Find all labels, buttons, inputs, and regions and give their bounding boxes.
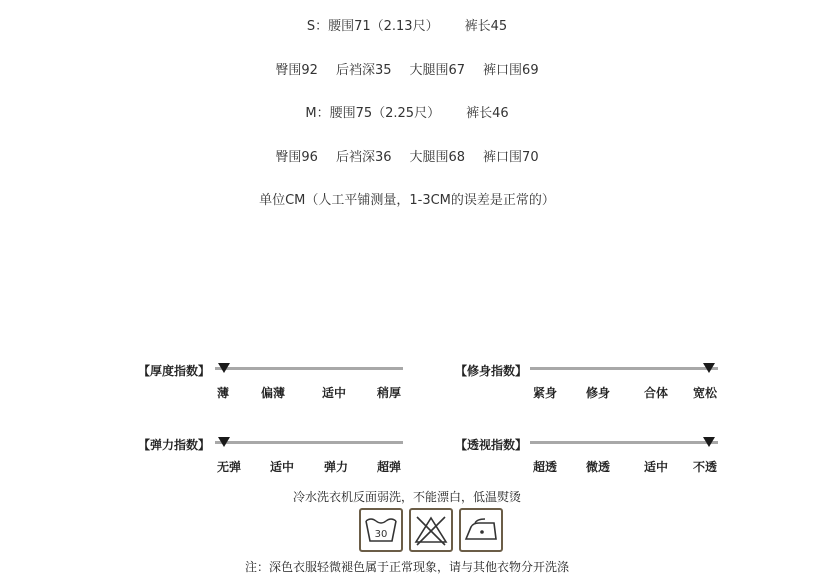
care-note: 注：深色衣服轻微褪色属于正常现象，请与其他衣物分开洗涤 <box>244 560 569 574</box>
size-m-line1 <box>0 102 814 121</box>
fit-option-1: 紧身 <box>532 386 558 400</box>
fit-option-2: 修身 <box>585 386 611 400</box>
transparency-index-label: 【透视指数】 <box>455 438 528 452</box>
transparency-option-2: 微透 <box>585 460 611 474</box>
wash-30-icon <box>359 508 403 552</box>
size-m-rise: 后裆深36 <box>335 150 392 165</box>
size-s-hip: 臀围92 <box>275 63 318 78</box>
care-icons <box>359 508 503 552</box>
transparency-option-4: 不透 <box>692 460 718 474</box>
low-iron-icon <box>459 508 503 552</box>
elasticity-index-marker <box>218 437 230 447</box>
thickness-index-label: 【厚度指数】 <box>138 364 211 378</box>
wash-temperature: 30 <box>374 529 388 540</box>
size-s-rise: 后裆深35 <box>335 63 392 78</box>
transparency-option-1: 超透 <box>532 460 558 474</box>
fit-option-4: 宽松 <box>692 386 718 400</box>
fit-index-marker <box>703 363 715 373</box>
transparency-index-bar <box>530 441 718 444</box>
thickness-option-3: 适中 <box>321 386 347 400</box>
fit-index-bar <box>530 367 718 370</box>
thickness-option-2: 偏薄 <box>260 386 286 400</box>
elasticity-option-3: 弹力 <box>323 460 349 474</box>
size-s-line2 <box>0 59 814 78</box>
size-s-line1 <box>0 15 814 34</box>
thickness-index-marker <box>218 363 230 373</box>
care-instructions: 冷水洗衣机反面弱洗，不能漂白，低温熨烫 <box>292 490 521 504</box>
elasticity-option-2: 适中 <box>269 460 295 474</box>
size-s-length: 裤长45 <box>464 19 508 34</box>
transparency-index-marker <box>703 437 715 447</box>
size-s-waist: S：腰围71（2.13尺） <box>306 19 439 34</box>
thickness-index-bar <box>215 367 403 370</box>
transparency-option-3: 适中 <box>643 460 669 474</box>
elasticity-index-bar <box>215 441 403 444</box>
fit-option-3: 合体 <box>643 386 669 400</box>
size-m-waist: M：腰围75（2.25尺） <box>305 106 441 121</box>
thickness-option-4: 稍厚 <box>376 386 402 400</box>
size-s-hem: 裤口围69 <box>483 63 539 78</box>
no-bleach-icon <box>409 508 453 552</box>
elasticity-option-4: 超弹 <box>376 460 402 474</box>
size-m-length: 裤长46 <box>466 106 509 121</box>
elasticity-option-1: 无弹 <box>216 460 242 474</box>
elasticity-index-label: 【弹力指数】 <box>138 438 211 452</box>
size-m-hem: 裤口围70 <box>483 150 539 165</box>
size-m-thigh: 大腿围68 <box>409 150 466 165</box>
size-m-line2 <box>0 146 814 165</box>
size-s-thigh: 大腿围67 <box>409 63 466 78</box>
fit-index-label: 【修身指数】 <box>455 364 528 378</box>
size-m-hip: 臀围96 <box>275 150 318 165</box>
thickness-option-1: 薄 <box>216 386 230 400</box>
unit-note: 单位CM（人工平铺测量，1-3CM的误差是正常的） <box>259 193 555 208</box>
